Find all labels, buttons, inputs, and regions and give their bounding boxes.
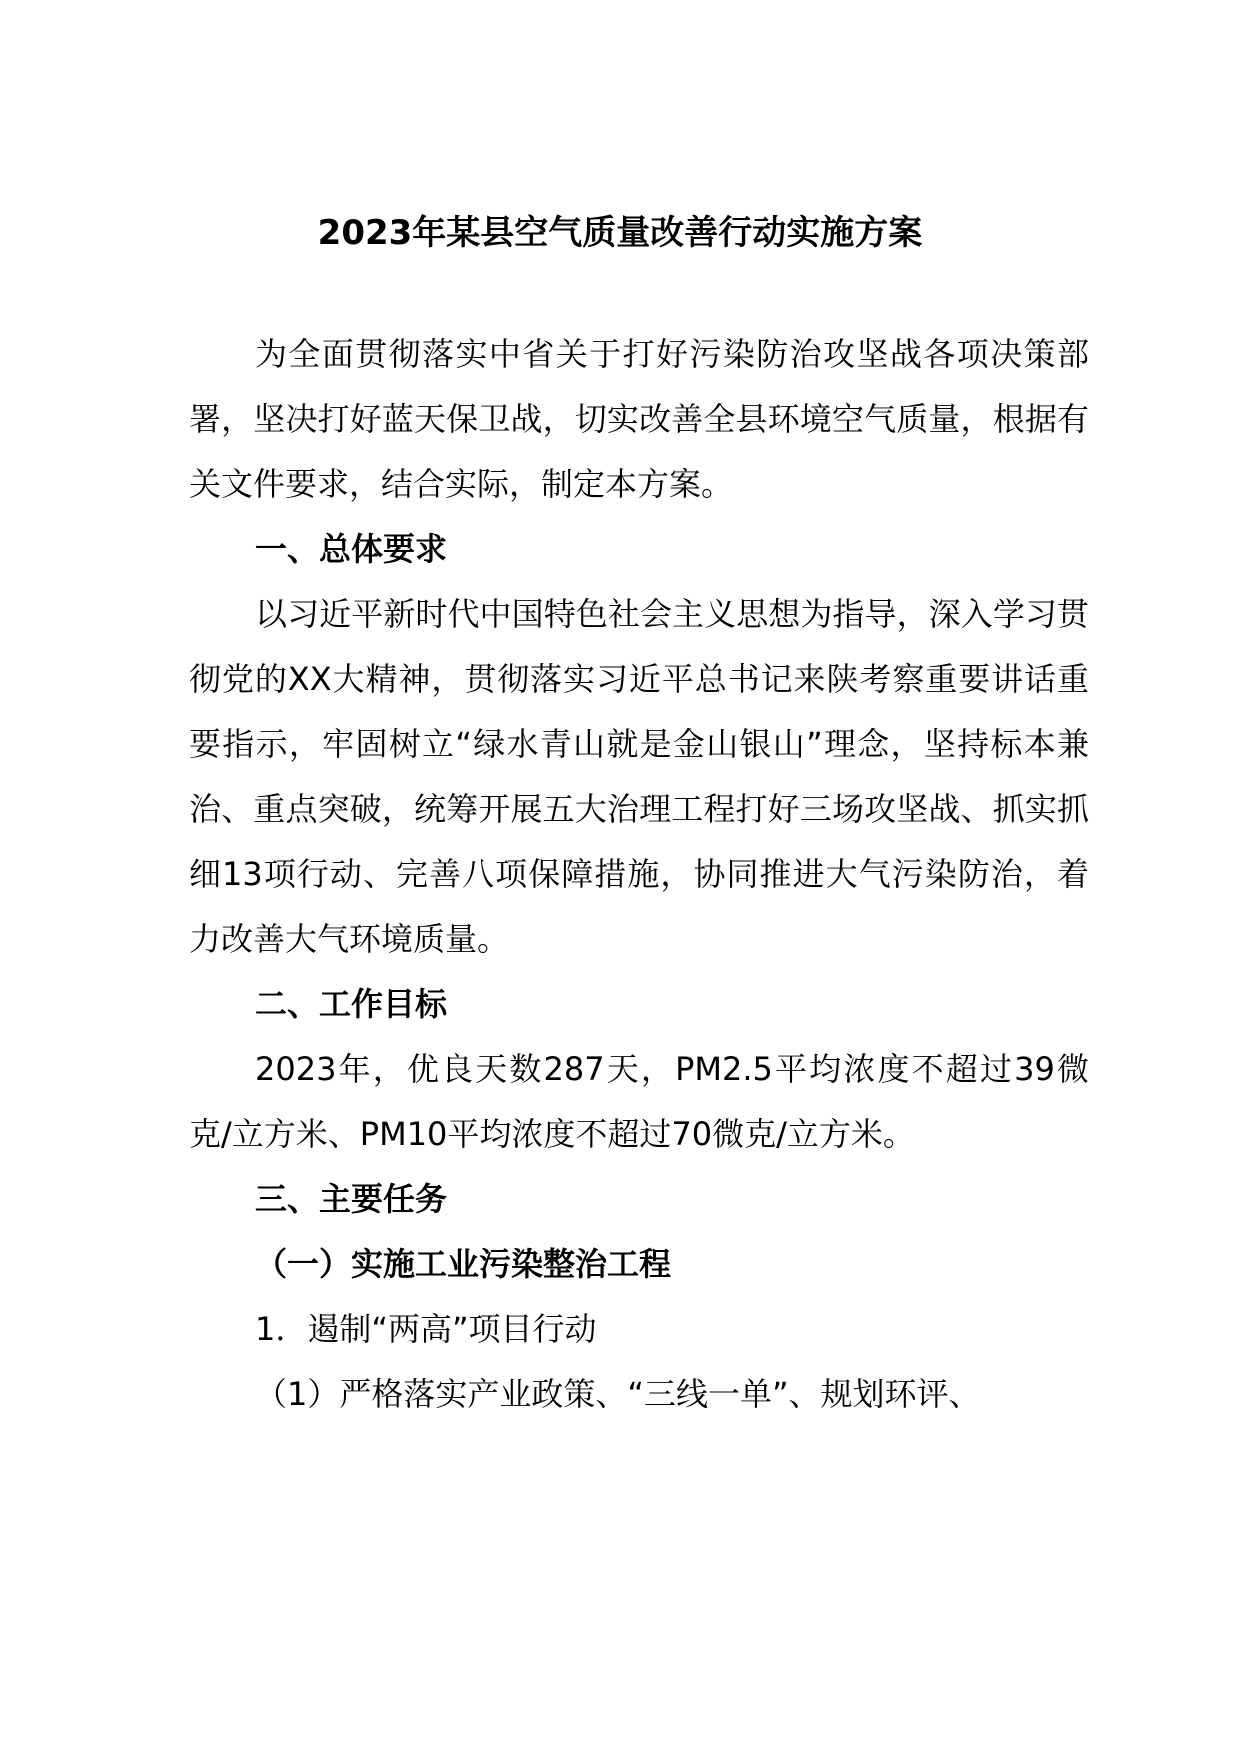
section-heading-work-goals: 二、工作目标 <box>255 985 448 1023</box>
section-heading-main-tasks: 三、主要任务 <box>255 1180 448 1218</box>
document-title: 2023年某县空气质量改善行动实施方案 <box>317 213 923 253</box>
document-body <box>189 322 1089 1427</box>
intro-paragraph: 为全面贯彻落实中省关于打好污染防治攻坚战各项决策部署，坚决打好蓝天保卫战，切实改善全县环境空气质量，根据有关文件要求，结合实际，制定本方案。 <box>189 335 1089 503</box>
work-goals-paragraph: 2023年，优良天数287天，PM2.5平均浓度不超过39微克/立方米、PM10平均浓度不超过70微克/立方米。 <box>189 1050 1089 1153</box>
list-item: 1．遏制“两高”项目行动 <box>255 1310 597 1348</box>
list-item: （1）严格落实产业政策、“三线一单”、规划环评、 <box>255 1375 981 1413</box>
section-heading-general-requirements: 一、总体要求 <box>255 530 448 568</box>
general-requirements-paragraph: 以习近平新时代中国特色社会主义思想为指导，深入学习贯彻党的XX大精神，贯彻落实习近平总书记来陕考察重要讲话重要指示，牢固树立“绿水青山就是金山银山”理念，坚持标本兼治、重点突破，统筹开展五大治理工程打好三场攻坚战、抓实抓细13项行动、完善八项保障措施，协同推进大气污染防治，着力改善大气环境质量。 <box>189 595 1089 958</box>
subsection-heading-industrial-pollution: （一）实施工业污染整治工程 <box>255 1245 672 1283</box>
